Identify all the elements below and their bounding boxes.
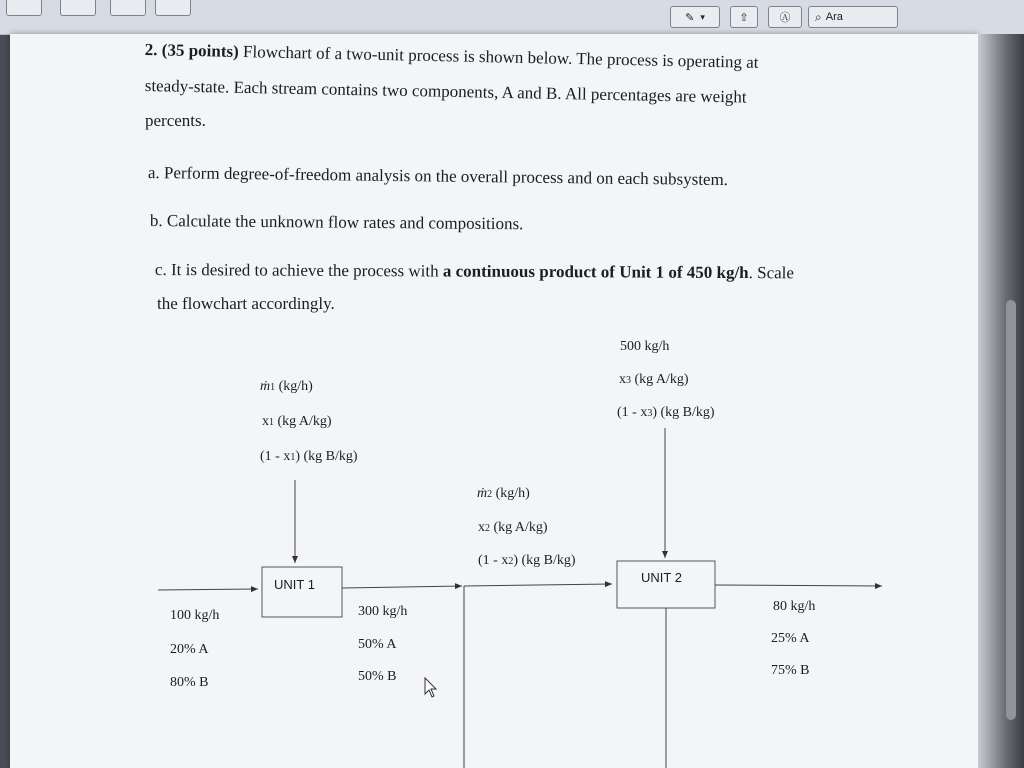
- part-a: a. Perform degree-of-freedom analysis on the overall process and on each subsystem.: [147, 163, 729, 190]
- m2-x-label: x2 (kg A/kg): [478, 520, 548, 535]
- part-c-line-2: the flowchart accordingly.: [157, 294, 335, 313]
- part-c-suffix: . Scale: [748, 263, 795, 283]
- mid-b: 50% B: [358, 669, 397, 684]
- part-c-bold: a continuous product of Unit 1 of 450 kg/h: [442, 261, 749, 283]
- unit1-outlet-line: [342, 586, 462, 588]
- product-stream-line: [715, 585, 882, 586]
- feed-stream-line: [158, 589, 258, 590]
- problem-line-1-text: Flowchart of a two-unit process is shown below. The process is operating at: [242, 42, 759, 72]
- top-stream-x-label: x3 (kg A/kg): [619, 372, 689, 387]
- m1-x-label: x1 (kg A/kg): [262, 414, 332, 429]
- m2-flow-label: ṁ2 (kg/h): [477, 486, 530, 501]
- cursor-icon: [425, 678, 436, 697]
- feed-flow: 100 kg/h: [170, 608, 220, 623]
- unit1-box: [262, 567, 342, 617]
- problem-points: (35 points): [161, 40, 239, 61]
- search-placeholder: Ara: [825, 11, 843, 23]
- feed-b: 80% B: [170, 675, 209, 690]
- problem-number: 2.: [144, 40, 158, 60]
- m2-b-label: (1 - x2) (kg B/kg): [478, 553, 576, 568]
- product-b: 75% B: [771, 663, 810, 678]
- unit2-label: UNIT 2: [641, 570, 682, 585]
- pen-icon: ✎: [685, 11, 695, 24]
- unit1-to-unit2-line: [464, 584, 612, 586]
- problem-line-3: percents.: [145, 111, 206, 130]
- feed-a: 20% A: [170, 642, 209, 657]
- markup-icon: Ⓐ: [779, 12, 791, 24]
- m1-b-label: (1 - x1) (kg B/kg): [260, 449, 358, 464]
- mid-flow: 300 kg/h: [358, 604, 408, 619]
- part-b: b. Calculate the unknown flow rates and compositions.: [149, 211, 524, 234]
- top-stream-b-label: (1 - x3) (kg B/kg): [617, 405, 715, 420]
- mid-a: 50% A: [358, 637, 397, 652]
- problem-line-2: steady-state. Each stream contains two components, A and B. All percentages are weight: [144, 76, 747, 107]
- top-stream-flow: 500 kg/h: [620, 339, 670, 354]
- product-flow: 80 kg/h: [773, 599, 816, 614]
- product-a: 25% A: [771, 631, 810, 646]
- m1-flow-label: ṁ1 (kg/h): [260, 379, 313, 394]
- unit1-label: UNIT 1: [274, 577, 315, 592]
- search-icon: ⌕: [815, 9, 822, 24]
- part-c-prefix: c. It is desired to achieve the process with: [154, 260, 439, 281]
- share-icon: ⇧: [739, 11, 749, 24]
- chevron-down-icon: ▾: [700, 11, 705, 22]
